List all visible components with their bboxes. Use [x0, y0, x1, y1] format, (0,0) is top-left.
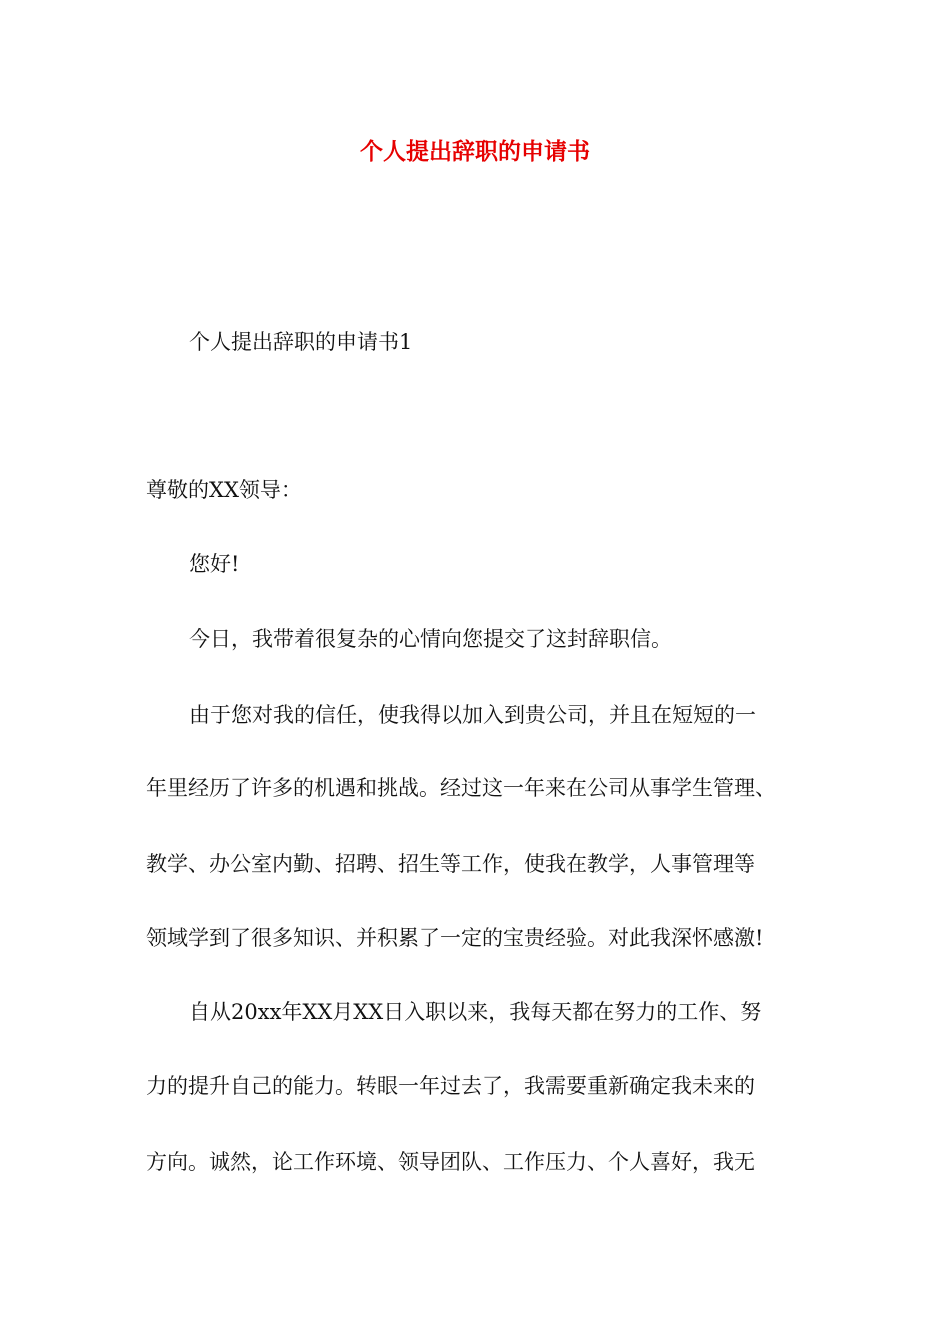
- body-line: 自从20xx年XX月XX日入职以来，我每天都在努力的工作、努: [189, 1000, 762, 1024]
- body-line: 领域学到了很多知识、并积累了一定的宝贵经验。对此我深怀感激!: [146, 926, 764, 950]
- body-line: 由于您对我的信任，使我得以加入到贵公司，并且在短短的一: [189, 703, 756, 727]
- salutation: 尊敬的XX领导：: [146, 478, 302, 502]
- body-line: 方向。诚然，论工作环境、领导团队、工作压力、个人喜好，我无: [146, 1150, 755, 1174]
- body-line: 力的提升自己的能力。转眼一年过去了，我需要重新确定我未来的: [146, 1074, 755, 1098]
- document-title: 个人提出辞职的申请书: [360, 139, 590, 165]
- greeting-line: 您好!: [189, 552, 240, 576]
- section-heading: 个人提出辞职的申请书1: [189, 330, 413, 354]
- body-line: 今日，我带着很复杂的心情向您提交了这封辞职信。: [189, 627, 672, 651]
- body-line: 教学、办公室内勤、招聘、招生等工作，使我在教学，人事管理等: [146, 852, 755, 876]
- body-line: 年里经历了许多的机遇和挑战。经过这一年来在公司从事学生管理、: [146, 776, 776, 800]
